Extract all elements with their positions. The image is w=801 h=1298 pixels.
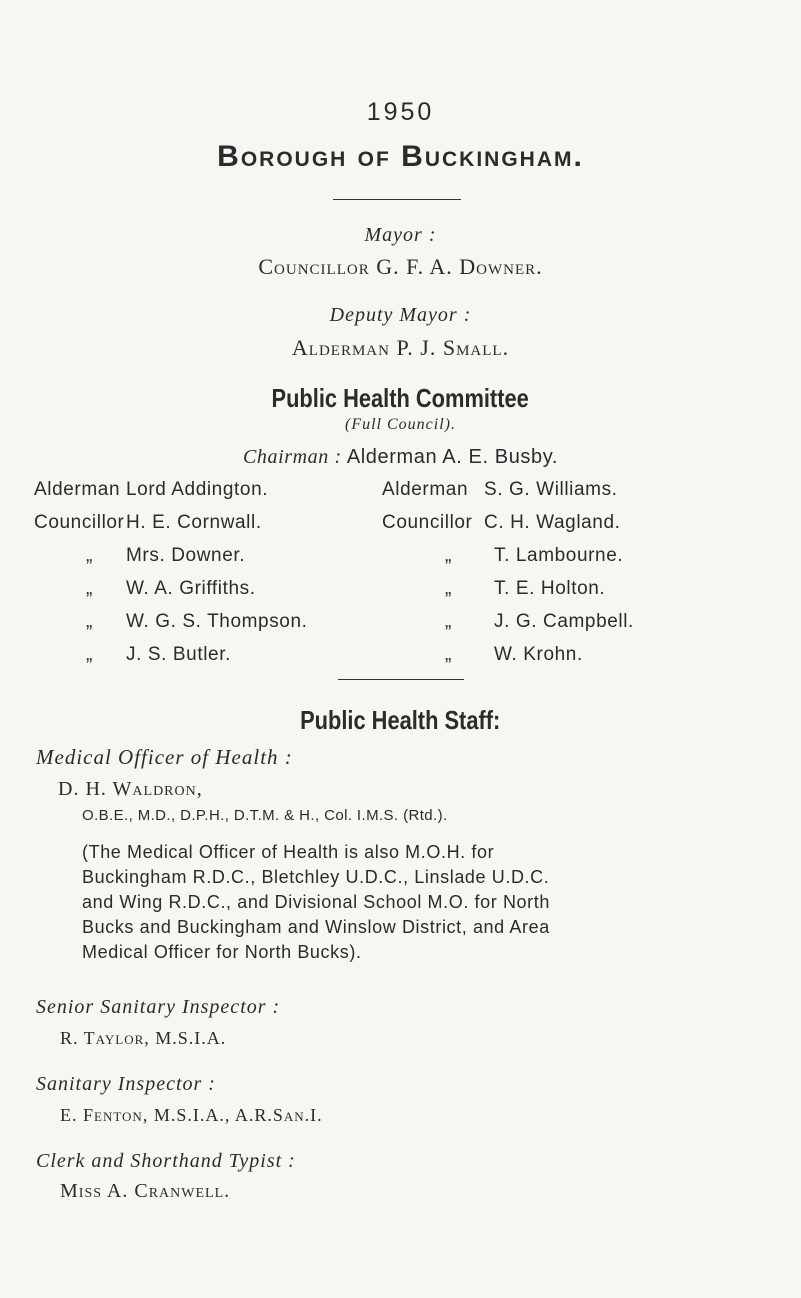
member-left-3-name: Mrs. Downer. xyxy=(126,545,246,566)
member-right-6-prefix: „ xyxy=(445,644,452,665)
member-right-6-name: W. Krohn. xyxy=(494,644,583,665)
member-right-5-prefix: „ xyxy=(445,611,452,632)
committee-title: Public Health Committee xyxy=(271,383,530,413)
member-left-1-prefix: Alderman xyxy=(34,479,121,500)
moh-label: Medical Officer of Health : xyxy=(36,745,293,769)
moh-qualifications: O.B.E., M.D., D.P.H., D.T.M. & H., Col. I.M.S. (Rtd.). xyxy=(82,807,448,824)
chairman-name: Alderman A. E. Busby. xyxy=(346,446,559,468)
member-left-1-name: Lord Addington. xyxy=(126,479,269,500)
member-left-2-prefix: Councillor xyxy=(34,512,125,533)
senior-inspector-label: Senior Sanitary Inspector : xyxy=(36,996,281,1018)
member-left-3-prefix: „ xyxy=(86,545,93,566)
borough-title: Borough of Buckingham. xyxy=(217,140,584,173)
member-left-5-prefix: „ xyxy=(86,611,93,632)
member-left-4-name: W. A. Griffiths. xyxy=(126,578,256,599)
committee-subtitle: (Full Council). xyxy=(345,416,456,433)
member-left-2-name: H. E. Cornwall. xyxy=(126,512,262,533)
clerk-label: Clerk and Shorthand Typist : xyxy=(36,1150,296,1172)
moh-note-line-1: (The Medical Officer of Health is also M.O.H. for xyxy=(82,842,495,862)
member-right-3-prefix: „ xyxy=(445,545,452,566)
moh-note-line-4: Bucks and Buckingham and Winslow District, and Area xyxy=(82,917,550,937)
member-left-6-name: J. S. Butler. xyxy=(126,644,231,665)
staff-title-wrap xyxy=(0,705,801,736)
member-right-5-name: J. G. Campbell. xyxy=(494,611,634,632)
member-right-1-name: S. G. Williams. xyxy=(484,479,618,500)
member-right-2-name: C. H. Wagland. xyxy=(484,512,621,533)
deputy-mayor-label: Deputy Mayor : xyxy=(329,304,472,326)
member-right-4-prefix: „ xyxy=(445,578,452,599)
staff-title: Public Health Staff: xyxy=(300,705,501,735)
mayor-label: Mayor : xyxy=(364,224,437,246)
senior-inspector-name: R. Taylor, M.S.I.A. xyxy=(60,1028,227,1048)
moh-note-line-5: Medical Officer for North Bucks). xyxy=(82,942,362,962)
chairman-line xyxy=(0,446,801,469)
deputy-mayor-name: Alderman P. J. Small. xyxy=(291,335,510,360)
moh-name: D. H. Waldron, xyxy=(58,778,203,800)
inspector-name: E. Fenton, M.S.I.A., A.R.San.I. xyxy=(60,1105,323,1125)
committee-title-wrap xyxy=(0,383,801,414)
clerk-name: Miss A. Cranwell. xyxy=(60,1180,231,1202)
member-left-5-name: W. G. S. Thompson. xyxy=(126,611,308,632)
year: 1950 xyxy=(366,98,435,126)
moh-note-line-3: and Wing R.D.C., and Divisional School M.O. for North xyxy=(82,892,550,912)
member-right-2-prefix: Councillor xyxy=(382,512,473,533)
member-left-4-prefix: „ xyxy=(86,578,93,599)
mayor-name: Councillor G. F. A. Downer. xyxy=(258,254,543,279)
moh-note-line-2: Buckingham R.D.C., Bletchley U.D.C., Linslade U.D.C. xyxy=(82,867,550,887)
member-right-1-prefix: Alderman xyxy=(382,479,469,500)
chairman-label: Chairman : xyxy=(242,446,342,468)
divider-middle xyxy=(338,679,464,680)
member-left-6-prefix: „ xyxy=(86,644,93,665)
divider-top xyxy=(333,199,461,200)
member-right-3-name: T. Lambourne. xyxy=(494,545,624,566)
member-right-4-name: T. E. Holton. xyxy=(494,578,606,599)
inspector-label: Sanitary Inspector : xyxy=(36,1073,216,1095)
